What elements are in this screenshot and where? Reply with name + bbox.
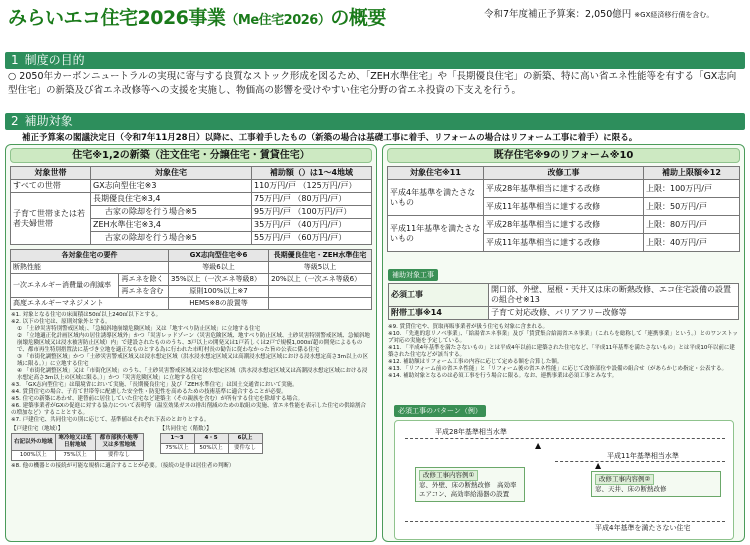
h4-line: [405, 521, 725, 522]
table-row: 平成11年基準相当に達する改修 上限：50万円/戸: [388, 198, 740, 216]
new-house-table: 対象世帯 対象住宅 補助額（）は1～4地域 すべての世帯 GX志向型住宅※3 110万円/戸 （125万円/戸） 子育て世帯または若者夫婦世帯 長期優良住宅※3,4 75万円/戸 （80万円/戸） 古家の除却を行う場合※5 95万円/戸 （100万円/戸） ZEH水準住宅※3,4 35万円/戸 （40万円/戸） 古家の除却を行う場合※5 55万円/戸 （60万円/戸）: [10, 166, 372, 245]
reform-table: 対象住宅※11 改修工事 補助上限額※12 平成4年基準を満たさないもの 平成28年基準相当に達する改修 上限：100万円/戸 平成11年基準相当に達する改修 上限：50万円/戸 平成11年基準を満たさないもの 平成28年基準相当に達する改修 上限：80万円/戸 平成11年基準相当に達する改修 上限：40万円/戸: [387, 166, 740, 252]
table-row: 古家の除却を行う場合※5 95万円/戸 （100万円/戸）: [11, 206, 372, 219]
requirement-table: 各対象住宅の要件 GX志向型住宅※6 長期優良住宅・ZEH水準住宅 断熱性能 等級6以上 等級5以上 一次エネルギー消費量の削減率 再エネを除く 35%以上（一次エネ等級8） 20%以上（一次エネ等級6） 再エネを含む 原則100%以上※7 高度エネルギーマネジメント HEMS※8の設置等: [10, 249, 372, 310]
new-house-header: 住宅※1,2の新築（注文住宅・分譲住宅・賃貸住宅）: [10, 148, 372, 163]
new-house-panel: 住宅※1,2の新築（注文住宅・分譲住宅・賃貸住宅） 対象世帯 対象住宅 補助額（）は1～4地域 すべての世帯 GX志向型住宅※3 110万円/戸 （125万円/戸） 子育て世帯または若者夫婦世帯 長期優良住宅※3,4 75万円/戸 （80万円/戸） 古家の除却を行う場合※5 95万円/戸 （100万円/戸） ZEH水準住宅※3,4 35万円/戸 （40万円/戸） 古家の除却を行う場合※5 55万円/戸 （60万円/戸） 各対象住宅の要件 GX志向型住宅※6 長期優良住宅・ZEH水準住宅 断熱性能 等級6以上 等級5以上 一次エネルギー消費量の削減率 再エネを除く 35%以上（一次エネ等級8） 20%以上（一次エネ等級6） 再エネを含む 原則100%以上※7 高度エネルギーマネジメント HEMS※8の設置等 ※1. 対象となる住宅の床面積は50㎡以上240㎡以下とする。 ※2. 以下の住宅は、原則対象外とする。 ① 「土砂災害特別警戒区域」、「急傾斜地崩壊危険区域」又は「地すべり防止区域」に立地する住宅 ② 「立地適正化計画区域内の居住誘導区域外」かつ「災害レッドゾーン（災害危険区域、地すべり防止区域、土砂災害特別警戒区域、急傾斜地崩壊危険区域又は浸水被害防止区域）内」で建設されたもののうち、3戸以上の開発又は1戸若しくは2戸で規模1,000㎡超の開発によるもので、都市再生特別措置法に基づき立地を適正なものとする為に行われた市町村長の勧告に従わなかった旨の公表に係る住宅 ③ 「市街化調整区域」かつ「土砂災害警戒区域又は浸水想定区域（洪水浸水想定区域又は高潮浸水想定区域における浸水想定高さ3m以上の区域に限る。）」に立地する住宅 ④ 「市街化調整区域」又は「市街化区域」のうち、「土砂災害警戒区域又は浸水想定区域（洪水浸水想定区域又は高潮浸水想定区域における浸水想定高さ3m以上の区域に限る。）」かつ「災害危険区域」に立地する住宅 ※3. 「GX志向型住宅」は環境省において実施、「長期優良住宅」及び「ZEH水準住宅」は国土交通省において実施。 ※4. 賃貸住宅の場合、子育て世帯等に配慮した安全性・防犯性を高めるための技術基準に適合することが必要。 ※5. 住宅の新築にあわせ、建替前に居住していた住宅など建築主（その親族を含む）が所有する住宅を除却する場合。 ※6. 建築事業者がGXの促進に対する協力について表明等（温室効果ガスの排出削減のための取組の実施、省エネ性能を表示した住宅の供給割合の増加など）することとする。 ※7. 戸建住宅、共同住宅の別に応じて、基準値はそれぞれ下表のとおりとする。 【戸建住宅（地域）】 右記以外の地域 寒冷地又は低日射地域 都市部狭小地等又は多雪地域 100%以上 75%以上 要件なし 【共同住宅（階数）】 1～3 4・5 6以上 75%以上 50%以上 要件なし ※8. 他の機器との接続が可能な規格に適合することが必要。（接続の是非は居住者の判断）: [5, 144, 377, 542]
target-note: 補正予算案の閣議決定日（令和7年11月28日）以降に、工事着手したもの（新築の場合は基礎工事に着手、リフォームの場合はリフォーム工事に着手）に限る。: [22, 133, 638, 143]
section-target-bar: 2 補助対象: [5, 113, 745, 130]
h11-label: 平成11年基準相当水準: [607, 452, 679, 460]
h28-label: 平成28年基準相当水準: [435, 428, 507, 436]
section-purpose-bar: 1 制度の目的: [5, 52, 745, 69]
pattern-title: 必須工事のパターン（例）: [394, 405, 486, 417]
up-arrow-icon: ▲: [595, 461, 602, 470]
detached-table: 右記以外の地域 寒冷地又は低日射地域 都市部狭小地等又は多雪地域 100%以上 75%以上 要件なし: [11, 433, 144, 461]
reform-header: 既存住宅※9のリフォーム※10: [387, 148, 740, 163]
table-row: 平成11年基準相当に達する改修 上限：40万円/戸: [388, 234, 740, 252]
collective-table: 1～3 4・5 6以上 75%以上 50%以上 要件なし: [160, 433, 263, 454]
new-house-notes: ※1. 対象となる住宅の床面積は50㎡以上240㎡以下とする。 ※2. 以下の住宅は、原則対象外とする。 ① 「土砂災害特別警戒区域」、「急傾斜地崩壊危険区域」又は「地すべり防止区域」に立地する住宅 ② 「立地適正化計画区域内の居住誘導区域外」かつ「災害レッドゾーン（災害危険区域、地すべり防止区域、土砂災害特別警戒区域、急傾斜地崩壊危険区域又は浸水被害防止区域）内」で建設されたもののうち、3戸以上の開発又は1戸若しくは2戸で規模1,000㎡超の開発によるもので、都市再生特別措置法に基づき立地を適正なものとする為に行われた市町村長の勧告に従わなかった旨の公表に係る住宅 ③ 「市街化調整区域」かつ「土砂災害警戒区域又は浸水想定区域（洪水浸水想定区域又は高潮浸水想定区域における浸水想定高さ3m以上の区域に限る。）」に立地する住宅 ④ 「市街化調整区域」又は「市街化区域」のうち、「土砂災害警戒区域又は浸水想定区域（洪水浸水想定区域又は高潮浸水想定区域における浸水想定高さ3m以上の区域に限る。）」かつ「災害危険区域」に立地する住宅 ※3. 「GX志向型住宅」は環境省において実施、「長期優良住宅」及び「ZEH水準住宅」は国土交通省において実施。 ※4. 賃貸住宅の場合、子育て世帯等に配慮した安全性・防犯性を高めるための技術基準に適合することが必要。 ※5. 住宅の新築にあわせ、建替前に居住していた住宅など建築主（その親族を含む）が所有する住宅を除却する場合。 ※6. 建築事業者がGXの促進に対する協力について表明等（温室効果ガスの排出削減のための取組の実施、省エネ性能を表示した住宅の供給割合の増加など）することとする。 ※7. 戸建住宅、共同住宅の別に応じて、基準値はそれぞれ下表のとおりとする。: [11, 312, 370, 423]
work-conditions: 補助対象工事 必須工事 開口部、外壁、屋根・天井又は床の断熱改修、エコ住宅設備の設置の組合せ※13 附帯工事※14 子育て対応改修、バリアフリー改修等 ※9. 賃貸住宅や、買取再販事業者が扱う住宅も対象に含まれる。 ※10. 「先進的窓リノベ事業」、「給湯省エネ事業」及び「賃貸集合給湯省エネ事業」（これらを総称して「連携事業」という。）とのワンストップ対応の実施を予定している。 ※11. 「平成4年基準を満たさないもの」とは平成4年以前に建築された住宅など、「平成11年基準を満たさないもの」とは平成10年以前に建築された住宅などが該当する。 ※12. 補助額はリフォーム工事の内容に応じて定める額を合算した額。 ※13. 「リフォーム前の省エネ性能」と「リフォーム後の省エネ性能」に応じて改修部位や設備の組合せ（があらかじめ指定・公表する。 ※14. 補助対象となるのは必須工事を行う場合に限る。なお、連携事業は必須工事とみなす。: [388, 271, 738, 379]
detached-title: 【戸建住宅（地域）】: [11, 426, 64, 432]
table-row: すべての世帯 GX志向型住宅※3 110万円/戸 （125万円/戸）: [11, 180, 372, 193]
collective-title: 【共同住宅（階数）】: [159, 426, 212, 432]
reform-notes: ※9. 賃貸住宅や、買取再販事業者が扱う住宅も対象に含まれる。 ※10. 「先進的窓リノベ事業」、「給湯省エネ事業」及び「賃貸集合給湯省エネ事業」（これらを総称して「連携事業」という。）とのワンストップ対応の実施を予定している。 ※11. 「平成4年基準を満たさないもの」とは平成4年以前に建築された住宅など、「平成11年基準を満たさないもの」とは平成10年以前に建築された住宅などが該当する。 ※12. 補助額はリフォーム工事の内容に応じて定める額を合算した額。 ※13. 「リフォーム前の省エネ性能」と「リフォーム後の省エネ性能」に応じて改修部位や設備の組合せ（があらかじめ指定・公表する。 ※14. 補助対象となるのは必須工事を行う場合に限る。なお、連携事業は必須工事とみなす。: [388, 324, 738, 379]
table-row: 平成4年基準を満たさないもの 平成28年基準相当に達する改修 上限：100万円/戸: [388, 180, 740, 198]
h28-line: [405, 438, 725, 439]
work-label: 補助対象工事: [388, 269, 438, 281]
page-title: みらいエコ住宅2026事業（Me住宅2026）の概要: [8, 7, 386, 29]
h4-label: 平成4年基準を満たさない住宅: [595, 524, 691, 532]
example-2: 改修工事内容例② 窓、天井、床の断熱改修: [591, 471, 721, 497]
pattern-diagram: [394, 420, 734, 540]
up-arrow-icon: ▲: [535, 441, 542, 450]
example-1: 改修工事内容例① 窓、外壁、床の断熱改修 高効率エアコン、高効率給湯器の設置: [415, 467, 525, 502]
table-row: 古家の除却を行う場合※5 55万円/戸 （60万円/戸）: [11, 232, 372, 245]
table-row: 平成11年基準を満たさないもの 平成28年基準相当に達する改修 上限：80万円/戸: [388, 216, 740, 234]
h11-line: [555, 461, 725, 462]
budget-label: 令和7年度補正予算案：2,050億円 ※GX経済移行債を含む。: [484, 9, 714, 20]
table-row: ZEH水準住宅※3,4 35万円/戸 （40万円/戸）: [11, 219, 372, 232]
table-row: 子育て世帯または若者夫婦世帯 長期優良住宅※3,4 75万円/戸 （80万円/戸）: [11, 193, 372, 206]
purpose-text: ○ 2050年カーボンニュートラルの実現に寄与する良質なストック形成を図るため、「ZEH水準住宅」や「長期優良住宅」の新築、特に高い省エネ性能等を有する「GX志向型住宅」の新築及び省エネ改修等への支援を実施し、物価高の影響を受けやすい住宅分野の省エネ投資の下支えを行う。: [8, 71, 737, 96]
